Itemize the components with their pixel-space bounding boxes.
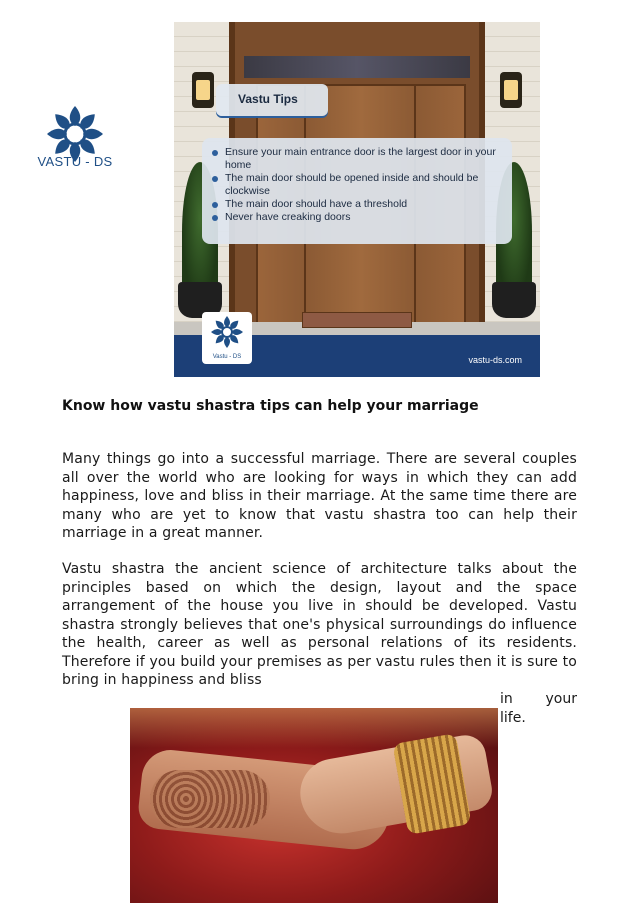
article-heading: Know how vastu shastra tips can help your marriage <box>62 398 479 414</box>
tip-item: The main door should be opened inside and should be clockwise <box>212 172 505 198</box>
tip-item: Ensure your main entrance door is the largest door in your home <box>212 146 505 172</box>
badge-text: Vastu - DS <box>212 354 242 360</box>
logo-text: VASTU - DS <box>37 154 113 169</box>
tip-item: The main door should have a threshold <box>212 198 505 211</box>
badge-logo-icon <box>202 312 252 352</box>
doormat <box>302 312 412 328</box>
article-paragraph-2: Vastu shastra the ancient science of architecture talks about the principles based on which the design, layout and the space arrangement of the house you live in should be developed. Vastu shastra strongly believes that one's physical surroundings do influence the health, career as well as personal relations of its residents. Therefore if you build your premises as per vastu rules then it is sure to bring in happiness and bliss <box>62 561 577 688</box>
vastu-tips-banner <box>174 22 540 377</box>
lamp-right-icon <box>500 72 522 108</box>
mehndi-pattern <box>150 770 270 828</box>
tips-title: Vastu Tips <box>238 92 298 106</box>
pot-right <box>492 282 536 318</box>
tips-title-box <box>216 84 328 116</box>
trailing-words <box>500 690 577 709</box>
tip-item: Never have creaking doors <box>212 211 505 224</box>
banner-url: vastu-ds.com <box>468 355 522 365</box>
trailing-in: in <box>500 691 513 707</box>
trailing-your: your <box>545 691 577 707</box>
tips-list <box>212 146 505 224</box>
trailing-life: life. <box>500 710 526 726</box>
article-paragraph-1: Many things go into a successful marriage. There are several couples all over the world who are looking for ways in which they can add happiness, love and bliss in their marriage. At the same time there are many who are yet to know that vastu shastra too can help their marriage in a great manner. <box>62 451 577 541</box>
lamp-left-icon <box>192 72 214 108</box>
tips-box <box>202 138 512 244</box>
transom-window <box>244 56 470 78</box>
wedding-hands-photo <box>130 708 498 903</box>
banner-badge <box>202 312 252 364</box>
